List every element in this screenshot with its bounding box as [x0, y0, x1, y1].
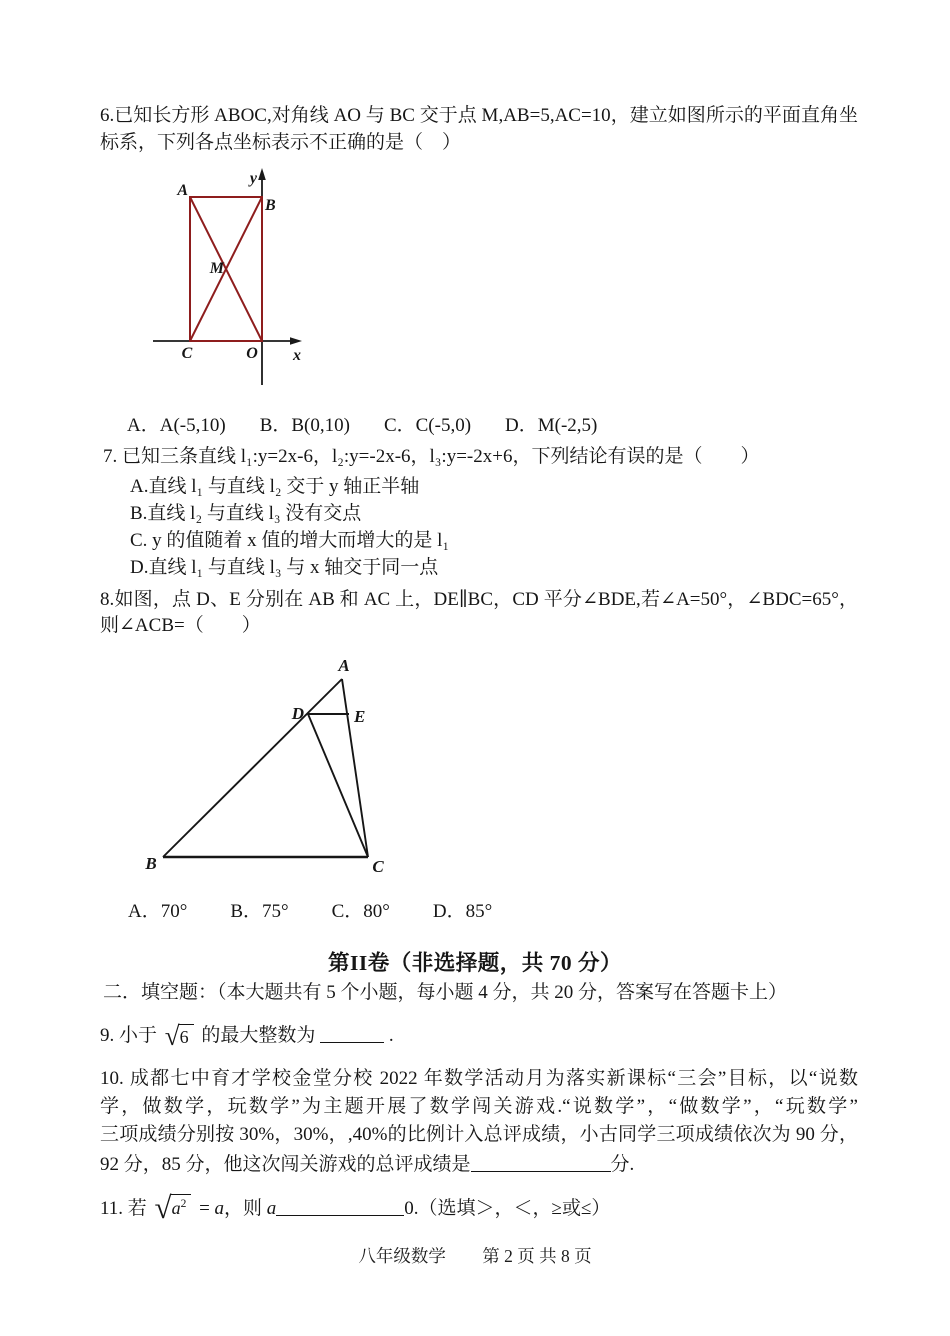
q7-option-c: C. y 的值随着 x 值的增大而增大的是 l₁	[130, 530, 450, 551]
side-ab	[163, 679, 342, 857]
q8-option-a: A．70°	[128, 901, 188, 922]
q6-text-line2: 标系，下列各点坐标表示不正确的是（ ）	[100, 132, 462, 153]
q11-mid: ，则	[224, 1198, 263, 1219]
radical-sign: √	[164, 1021, 180, 1051]
side-ac	[342, 679, 368, 857]
radicand	[170, 1194, 192, 1218]
label-c: C	[372, 857, 384, 876]
q6-option-b: B．B(0,10)	[259, 415, 350, 436]
label-x: x	[293, 347, 301, 364]
q8-figure-triangle	[140, 650, 400, 878]
q9-prefix: 9. 小于	[100, 1025, 158, 1046]
q11-rhs-a: a	[214, 1198, 225, 1219]
label-a: A	[338, 656, 350, 675]
q7-stem: 7. 已知三条直线 l₁:y=2x-6，l₂:y=-2x-6，l₃:y=-2x+6，下列结论有误的是（ ）	[103, 446, 760, 467]
q10-text-line1: 10. 成都七中育才学校金堂分校 2022 年数学活动月为落实新课标“三会”目标，以“说数	[100, 1068, 858, 1089]
q10-line4-prefix: 92 分，85 分，他这次闯关游戏的总评成绩是	[100, 1154, 471, 1175]
label-d: D	[291, 704, 304, 723]
q8-option-d: D．85°	[432, 901, 493, 922]
label-e: E	[354, 707, 366, 726]
q9-answer-blank	[320, 1023, 384, 1043]
q7-options	[130, 473, 449, 581]
q6-figure-rectangle-coordinate	[140, 167, 320, 392]
radicand: 6	[178, 1024, 194, 1047]
label-m: M	[209, 260, 224, 277]
label-o: O	[246, 345, 258, 362]
radicand-base: a	[171, 1198, 181, 1218]
q11-var-a: a	[266, 1198, 277, 1219]
q8-options	[128, 899, 492, 925]
x-axis-arrow	[290, 337, 302, 345]
q10-answer-blank	[471, 1152, 611, 1172]
q11-text	[100, 1190, 611, 1225]
y-axis-arrow	[258, 168, 266, 180]
segment-dc	[308, 714, 368, 857]
q10-text-line3: 三项成绩分别按 30%，30%，,40%的比例计入总评成绩，小古同学三项成绩依次为 90 分，	[100, 1124, 858, 1145]
q8-text-line2: 则∠ACB=（ ）	[100, 615, 261, 636]
label-a: A	[177, 182, 188, 199]
sqrt-6	[164, 1021, 194, 1051]
q6-text-line1: 6.已知长方形 ABOC,对角线 AO 与 BC 交于点 M,AB=5,AC=10，建立如图所示的平面直角坐	[100, 105, 858, 126]
q11-prefix: 11. 若	[100, 1198, 147, 1219]
q10-text-line4	[100, 1150, 634, 1176]
sqrt-a-squared	[154, 1190, 192, 1225]
q9-mid: 的最大整数为	[201, 1025, 316, 1046]
q6-options	[127, 413, 597, 439]
q10-line4-suffix: 分.	[610, 1154, 635, 1175]
q11-equals: =	[199, 1198, 210, 1219]
label-c: C	[181, 345, 193, 362]
section2-subtitle: 二．填空题：（本大题共有 5 个小题，每小题 4 分，共 20 分，答案写在答题卡上）	[103, 982, 788, 1003]
q11-suffix: 0.（选填＞，＜，≥或≤）	[404, 1198, 611, 1219]
q8-text-line1: 8.如图，点 D、E 分别在 AB 和 AC 上，DE∥BC，CD 平分∠BDE,若∠A=50°，∠BDC=65°，	[100, 589, 858, 610]
q6-option-d: D．M(-2,5)	[505, 415, 598, 436]
q11-answer-blank	[276, 1196, 404, 1216]
label-b: B	[265, 197, 276, 214]
radical-sign: √	[154, 1190, 172, 1225]
q7-option-d: D.直线 l₁ 与直线 l₃ 与 x 轴交于同一点	[130, 557, 439, 578]
label-y: y	[249, 170, 257, 187]
q8-option-b: B．75°	[230, 901, 289, 922]
q7-option-b: B.直线 l₂ 与直线 l₃ 没有交点	[130, 503, 362, 524]
q7-option-a: A.直线 l₁ 与直线 l₂ 交于 y 轴正半轴	[130, 476, 420, 497]
q8-option-c: C．80°	[331, 901, 390, 922]
q6-option-c: C．C(-5,0)	[383, 415, 472, 436]
q9-suffix: .	[388, 1025, 394, 1046]
q6-option-a: A．A(-5,10)	[127, 415, 226, 436]
page-footer	[0, 1243, 950, 1268]
radicand-exponent: 2	[180, 1198, 187, 1210]
section2-title: 第II卷（非选择题，共 70 分）	[328, 951, 622, 975]
q9-text	[100, 1021, 394, 1051]
q10-text-line2: 学，做数学，玩数学”为主题开展了数学闯关游戏.“说数学”，“做数学”，“玩数学”	[100, 1096, 858, 1117]
footer-course: 八年级数学	[358, 1246, 446, 1266]
label-b: B	[145, 854, 157, 873]
footer-page-number: 第 2 页 共 8 页	[482, 1246, 592, 1266]
